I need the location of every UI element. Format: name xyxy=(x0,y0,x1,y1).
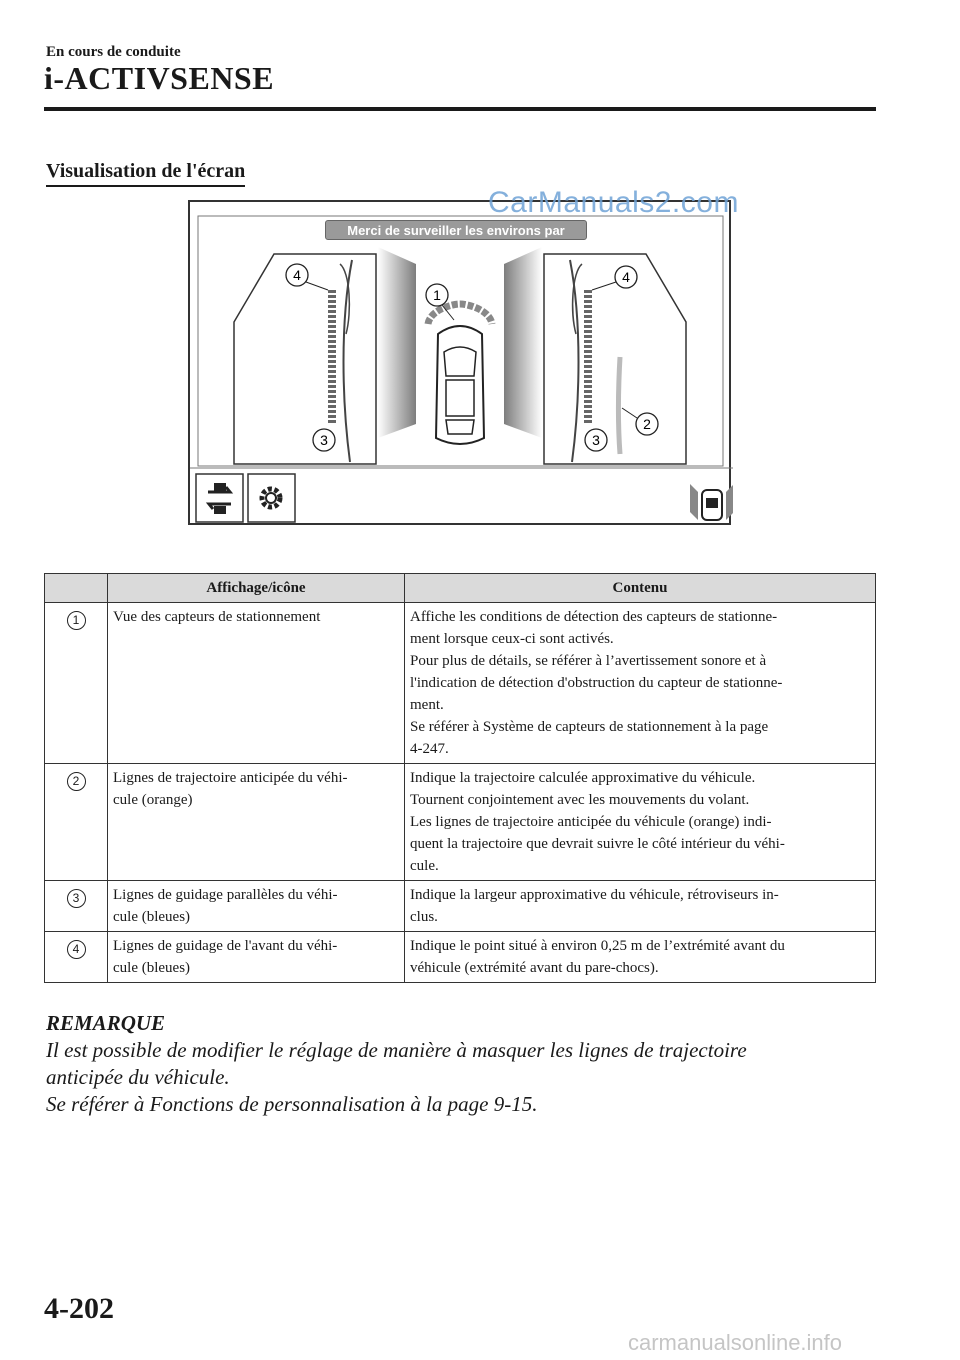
screen-illustration xyxy=(188,200,731,525)
sub-heading: Visualisation de l'écran xyxy=(46,160,245,187)
content-line: Affiche les conditions de détection des capteurs de stationne- xyxy=(410,609,778,625)
car-top-view xyxy=(428,304,492,444)
row-label: Vue des capteurs de stationnement xyxy=(108,603,405,764)
table-row xyxy=(45,881,876,932)
watermark-bottom: carmanualsonline.info xyxy=(628,1330,843,1355)
right-side-camera-view xyxy=(544,254,686,464)
page-number: 4-202 xyxy=(44,1292,114,1325)
header-content: Contenu xyxy=(405,574,876,603)
remark-line: Se référer à Fonctions de personnalisation à la page 9-15. xyxy=(46,1092,538,1116)
content-line: véhicule (extrémité avant du pare-chocs). xyxy=(410,960,659,976)
trajectory-line xyxy=(619,357,621,454)
row-content xyxy=(405,764,876,881)
content-line: Indique le point situé à environ 0,25 m de l’extrémité avant du xyxy=(410,938,785,954)
svg-text:1: 1 xyxy=(433,287,441,303)
content-line: cule. xyxy=(410,858,439,874)
row-number: 2 xyxy=(67,772,86,791)
remark-line: Il est possible de modifier le réglage de manière à masquer les lignes de trajectoire xyxy=(46,1038,747,1062)
header-display-icon: Affichage/icône xyxy=(108,574,405,603)
row-label: Lignes de guidage parallèles du véhi- cule (bleues) xyxy=(108,881,405,932)
content-line: quent la trajectoire que devrait suivre le côté intérieur du véhi- xyxy=(410,836,785,852)
svg-text:3: 3 xyxy=(592,432,600,448)
row-label: Lignes de guidage de l'avant du véhi- cule (bleues) xyxy=(108,932,405,983)
left-shading xyxy=(378,247,416,438)
content-line: Se référer à Système de capteurs de stationnement à la page xyxy=(410,719,769,735)
table-row xyxy=(45,932,876,983)
watermark-top: CarManuals2.com xyxy=(488,186,739,219)
row-label: Lignes de trajectoire anticipée du véhi- cule (orange) xyxy=(108,764,405,881)
content-line: clus. xyxy=(410,909,438,925)
row-number: 4 xyxy=(67,940,86,959)
callout-3-right xyxy=(585,429,607,451)
row-number: 3 xyxy=(67,889,86,908)
content-line: l'indication de détection d'obstruction du capteur de stationne- xyxy=(410,675,783,691)
callout-3-left xyxy=(313,429,335,451)
table-row xyxy=(45,764,876,881)
content-line: ment lorsque ceux-ci sont activés. xyxy=(410,631,614,647)
svg-text:4: 4 xyxy=(622,269,630,285)
display-table xyxy=(44,573,876,983)
content-line: Pour plus de détails, se référer à l’avertissement sonore et à xyxy=(410,653,767,669)
table-header-row xyxy=(45,574,876,603)
content-line: Indique la largeur approximative du véhicule, rétroviseurs in- xyxy=(410,887,779,903)
row-number: 1 xyxy=(67,611,86,630)
row-content xyxy=(405,881,876,932)
content-line: ment. xyxy=(410,697,444,713)
row-content xyxy=(405,603,876,764)
right-shading xyxy=(504,247,542,438)
chapter-title: i-ACTIVSENSE xyxy=(44,60,275,96)
header-divider xyxy=(44,107,876,111)
table-row xyxy=(45,603,876,764)
row-content xyxy=(405,932,876,983)
section-label: En cours de conduite xyxy=(46,44,181,60)
remark-box xyxy=(46,1010,876,1118)
content-line: 4-247. xyxy=(410,741,449,757)
content-line: Tournent conjointement avec les mouvements du volant. xyxy=(410,792,750,808)
parking-sensor-icon[interactable] xyxy=(690,484,733,520)
warning-banner: Merci de surveiller les environs par sécurité xyxy=(325,220,587,240)
svg-text:4: 4 xyxy=(293,267,301,283)
svg-text:3: 3 xyxy=(320,432,328,448)
svg-text:2: 2 xyxy=(643,416,651,432)
content-line: Indique la trajectoire calculée approximative du véhicule. xyxy=(410,770,756,786)
remark-line: anticipée du véhicule. xyxy=(46,1065,230,1089)
remark-title: REMARQUE xyxy=(46,1011,166,1035)
left-side-camera-view xyxy=(234,254,376,464)
header-num xyxy=(45,574,108,603)
content-line: Les lignes de trajectoire anticipée du véhicule (orange) indi- xyxy=(410,814,772,830)
